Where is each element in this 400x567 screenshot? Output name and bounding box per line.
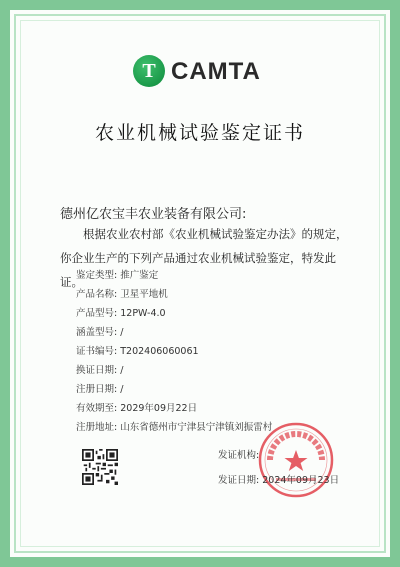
field-label: 注册地址: xyxy=(76,422,118,433)
logo-mark: T xyxy=(142,60,156,82)
logo-emblem-icon xyxy=(133,55,165,87)
field-label: 产品型号: xyxy=(76,308,118,319)
field-row xyxy=(76,266,272,285)
field-row xyxy=(76,380,272,399)
field-row xyxy=(76,418,272,437)
field-label: 换证日期: xyxy=(76,365,118,376)
field-row xyxy=(76,342,272,361)
field-value: 卫星平地机 xyxy=(120,289,168,300)
field-row xyxy=(76,399,272,418)
qr-code-icon xyxy=(82,449,118,485)
field-value: / xyxy=(120,384,124,395)
camta-logo xyxy=(133,55,273,87)
certificate-title: 农业机械试验鉴定证书 xyxy=(94,122,305,144)
field-label: 注册日期: xyxy=(76,384,118,395)
field-value: 推广鉴定 xyxy=(120,270,159,281)
issuer-label: 发证机构: xyxy=(218,450,260,461)
field-label: 涵盖型号: xyxy=(76,327,118,338)
official-seal-icon xyxy=(256,420,336,500)
issue-date-value: 2024年09月23日 xyxy=(262,475,340,486)
field-label: 证书编号: xyxy=(76,346,118,357)
field-label: 产品名称: xyxy=(76,289,118,300)
issue-date xyxy=(218,472,339,486)
field-value: 2029年09月22日 xyxy=(120,403,198,414)
field-row xyxy=(76,304,272,323)
field-value: / xyxy=(120,365,124,376)
field-label: 鉴定类型: xyxy=(76,270,118,281)
field-row xyxy=(76,361,272,380)
field-value: 山东省德州市宁津县宁津镇刘振雷村 xyxy=(120,422,273,433)
field-value: T202406060061 xyxy=(120,346,199,357)
certificate-fields xyxy=(76,266,272,437)
field-label: 有效期至: xyxy=(76,403,118,414)
company-name: 德州亿农宝丰农业装备有限公司: xyxy=(60,207,247,222)
issue-date-label: 发证日期: xyxy=(218,475,260,486)
field-row xyxy=(76,285,272,304)
logo-text: CAMTA xyxy=(171,58,261,85)
certificate-statement: 根据农业农村部《农业机械试验鉴定办法》的规定，你企业生产的下列产品通过农业机械试验鉴定，特发此证。 xyxy=(60,227,348,289)
field-value: / xyxy=(120,327,124,338)
field-value: 12PW-4.0 xyxy=(120,308,166,319)
field-row xyxy=(76,323,272,342)
